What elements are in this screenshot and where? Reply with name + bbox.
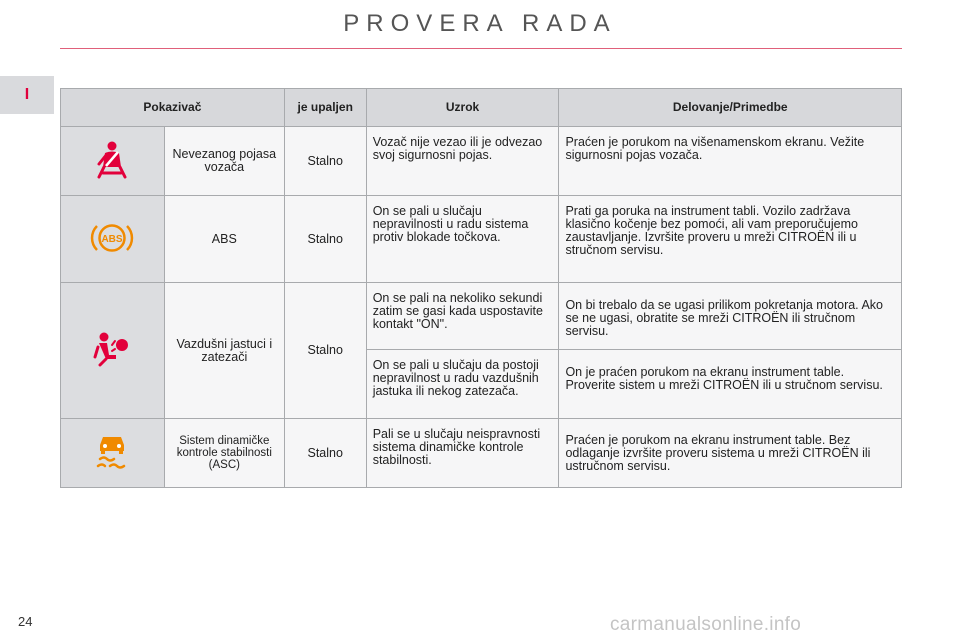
indicator-name: Vazdušni jastuci i zatezači [164,283,284,419]
header-action: Delovanje/Primedbe [559,89,902,127]
header-cause: Uzrok [366,89,559,127]
indicator-icon-cell [61,419,165,488]
stability-control-icon [94,433,130,471]
indicator-cause: On se pali u slučaju da postoji nepravilnost u radu vazdušnih jastuka ili nekog zatezača. [366,350,559,419]
page-number: 24 [18,614,33,629]
indicator-action: On je praćen porukom na ekranu instrument table. Proverite sistem u mreži CITROËN ili u stručnom servisu. [559,350,902,419]
indicator-icon-cell [61,283,165,419]
table-row [61,283,902,350]
indicator-name: ABS [164,196,284,283]
abs-warning-icon [90,220,134,256]
indicator-action: Praćen je porukom na ekranu instrument table. Bez odlaganje izvršite proveru sistema u mreži CITROËN ili ustručnom servisu. [559,419,902,488]
table-row [61,127,902,196]
indicator-action: On bi trebalo da se ugasi prilikom pokretanja motora. Ako se ne ugasi, obratite se mreži CITROËN ili stručnom servisu. [559,283,902,350]
indicator-cause: On se pali na nekoliko sekundi zatim se gasi kada uspostavite kontakt "ON". [366,283,559,350]
seatbelt-warning-icon [94,140,130,180]
indicator-action: Prati ga poruka na instrument tabli. Vozilo zadržava klasično kočenje bez pomoći, ali vam preporučujemo zaustavljanje. Izvršite proveru u mreži CITROËN ili u stručnom servisu. [559,196,902,283]
page-title: PROVERA RADA [343,10,617,37]
indicator-state: Stalno [284,283,366,419]
indicator-cause: On se pali u slučaju nepravilnosti u radu sistema protiv blokade točkova. [366,196,559,283]
indicator-icon-cell [61,196,165,283]
indicator-action: Praćen je porukom na višenamenskom ekranu. Vežite sigurnosni pojas vozača. [559,127,902,196]
table-header-row [61,89,902,127]
indicator-state: Stalno [284,196,366,283]
indicator-state: Stalno [284,419,366,488]
title-divider [60,48,902,49]
watermark: carmanualsonline.info [610,614,802,635]
airbag-warning-icon [92,331,132,367]
indicator-name: Nevezanog pojasa vozača [164,127,284,196]
table-row [61,419,902,488]
indicator-state: Stalno [284,127,366,196]
section-tab[interactable]: I [0,76,54,114]
indicator-icon-cell [61,127,165,196]
indicator-name: Sistem dinamičke kontrole stabilnosti (ASC) [164,419,284,488]
indicator-cause: Pali se u slučaju neispravnosti sistema dinamičke kontrole stabilnosti. [366,419,559,488]
svg-text:ABS: ABS [101,233,123,245]
warning-lights-table [60,88,902,488]
table-row [61,196,902,283]
header-state: je upaljen [284,89,366,127]
indicator-cause: Vozač nije vezao ili je odvezao svoj sigurnosni pojas. [366,127,559,196]
header-indicator: Pokazivač [61,89,285,127]
